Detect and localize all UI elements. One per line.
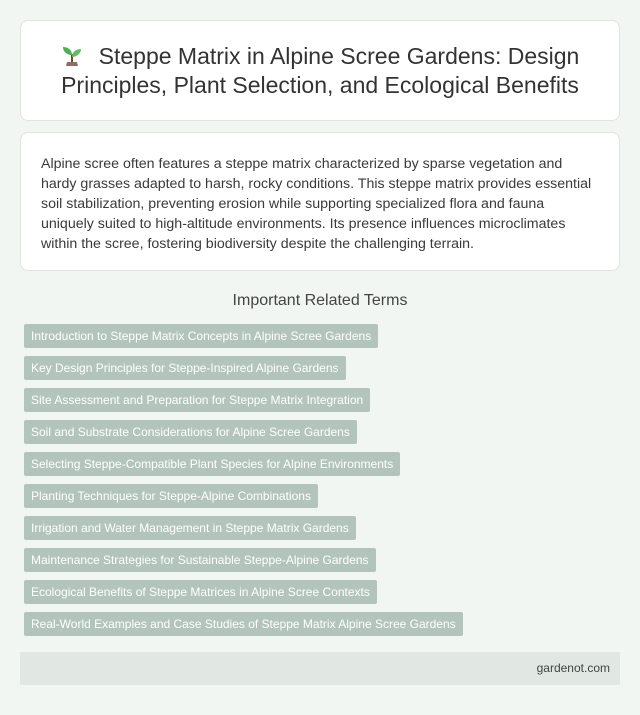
term-tag[interactable]: Maintenance Strategies for Sustainable Steppe-Alpine Gardens (24, 548, 376, 572)
description-text: Alpine scree often features a steppe matrix characterized by sparse vegetation and hardy grasses adapted to harsh, rocky conditions. This steppe matrix provides essential soil stabilization, preventing erosion while supporting specialized flora and fauna uniquely suited to high-altitude environments. Its presence influences microclimates within the scree, fostering biodiversity despite the challenging terrain. (41, 156, 592, 252)
term-tag[interactable]: Ecological Benefits of Steppe Matrices in Alpine Scree Contexts (24, 580, 377, 604)
term-tag[interactable]: Soil and Substrate Considerations for Alpine Scree Gardens (24, 420, 357, 444)
term-tag[interactable]: Key Design Principles for Steppe-Inspired Alpine Gardens (24, 356, 346, 380)
related-terms-list (24, 324, 614, 644)
term-tag[interactable]: Selecting Steppe-Compatible Plant Species for Alpine Environments (24, 452, 400, 476)
term-tag[interactable]: Irrigation and Water Management in Steppe Matrix Gardens (24, 516, 356, 540)
description-card (20, 132, 620, 271)
sprout-icon (61, 45, 83, 67)
term-tag[interactable]: Real-World Examples and Case Studies of Steppe Matrix Alpine Scree Gardens (24, 612, 463, 636)
page-title-text: Steppe Matrix in Alpine Scree Gardens: Design Principles, Plant Selection, and Ecological Benefits (61, 42, 580, 98)
term-tag[interactable]: Site Assessment and Preparation for Steppe Matrix Integration (24, 388, 370, 412)
footer-site-link[interactable]: gardenot.com (536, 661, 610, 675)
term-tag[interactable]: Planting Techniques for Steppe-Alpine Combinations (24, 484, 318, 508)
title-card (20, 20, 620, 121)
related-terms-heading: Important Related Terms (232, 292, 408, 309)
footer (20, 652, 620, 685)
term-tag[interactable]: Introduction to Steppe Matrix Concepts in Alpine Scree Gardens (24, 324, 378, 348)
page-title (45, 42, 595, 100)
